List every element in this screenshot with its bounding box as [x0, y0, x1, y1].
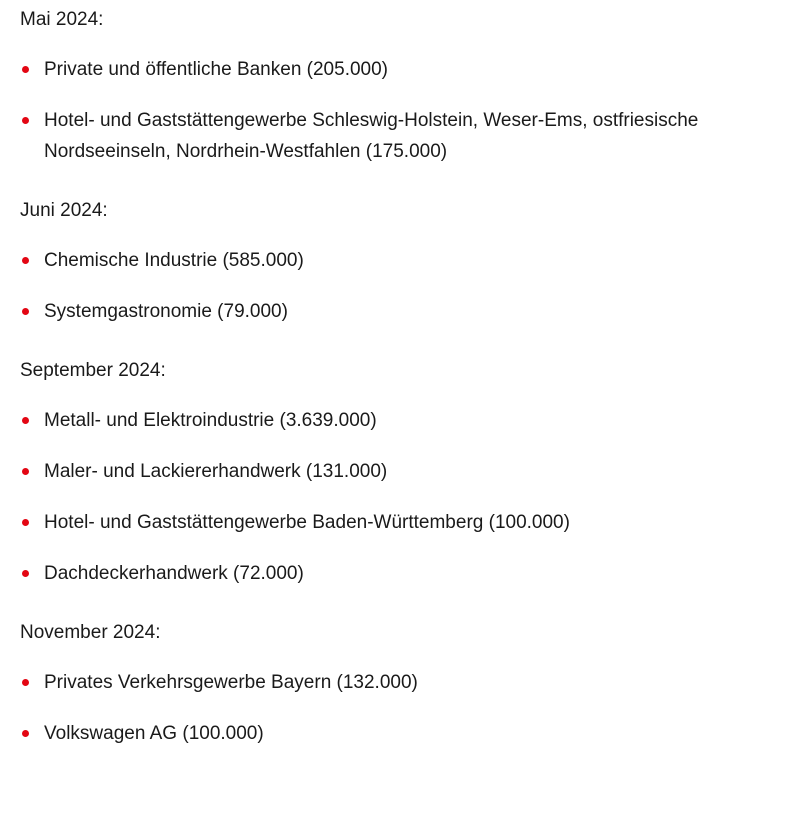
- list-item-text: Hotel- und Gaststättengewerbe Baden-Württemberg (100.000): [44, 512, 570, 533]
- list-item: [20, 456, 800, 487]
- list-item: [20, 558, 800, 589]
- list-item: [20, 718, 800, 749]
- section-mai-2024: [20, 4, 800, 167]
- item-list: [20, 405, 800, 589]
- section-heading: November 2024:: [20, 622, 161, 643]
- list-item-text: Privates Verkehrsgewerbe Bayern (132.000): [44, 672, 418, 693]
- list-item-text: Metall- und Elektroindustrie (3.639.000): [44, 410, 377, 431]
- bullet-icon: [22, 519, 29, 526]
- list-item-text: Private und öffentliche Banken (205.000): [44, 59, 388, 80]
- section-november-2024: [20, 617, 800, 749]
- bullet-icon: [22, 730, 29, 737]
- list-item: [20, 667, 800, 698]
- list-item-text: Hotel- und Gaststättengewerbe Schleswig-Holstein, Weser-Ems, ostfriesische Nordseeinseln, Nordrhein-Westfahlen (175.000): [44, 110, 699, 162]
- bullet-icon: [22, 308, 29, 315]
- list-item-text: Maler- und Lackiererhandwerk (131.000): [44, 461, 388, 482]
- list-item-text: Systemgastronomie (79.000): [44, 301, 288, 322]
- section-september-2024: [20, 355, 800, 589]
- section-heading: Juni 2024:: [20, 200, 108, 221]
- bullet-icon: [22, 66, 29, 73]
- bullet-icon: [22, 257, 29, 264]
- list-item-text: Chemische Industrie (585.000): [44, 250, 304, 271]
- list-item: [20, 507, 800, 538]
- list-item: [20, 296, 800, 327]
- bullet-icon: [22, 417, 29, 424]
- list-item: [20, 245, 800, 276]
- list-item: [20, 105, 800, 167]
- bullet-icon: [22, 117, 29, 124]
- list-item: [20, 405, 800, 436]
- item-list: [20, 54, 800, 167]
- item-list: [20, 245, 800, 327]
- list-item-text: Volkswagen AG (100.000): [44, 723, 264, 744]
- section-juni-2024: [20, 195, 800, 327]
- section-heading: September 2024:: [20, 360, 166, 381]
- bullet-icon: [22, 679, 29, 686]
- item-list: [20, 667, 800, 749]
- bullet-icon: [22, 570, 29, 577]
- section-heading: Mai 2024:: [20, 9, 104, 30]
- list-item: [20, 54, 800, 85]
- list-item-text: Dachdeckerhandwerk (72.000): [44, 563, 304, 584]
- bullet-icon: [22, 468, 29, 475]
